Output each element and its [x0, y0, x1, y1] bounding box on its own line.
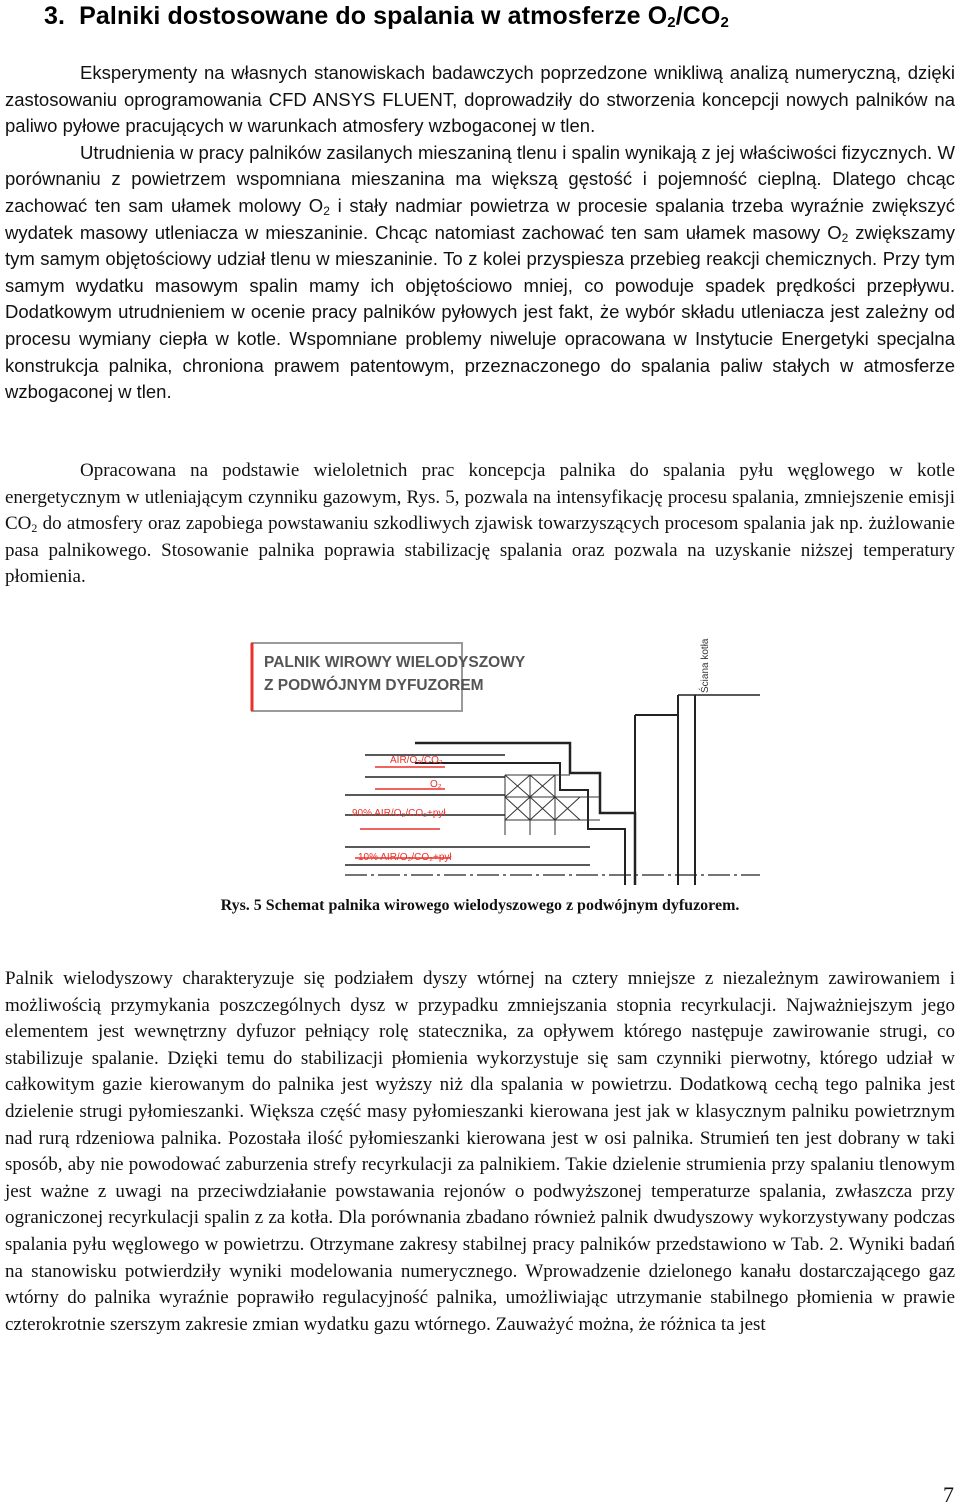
paragraph-2: Utrudnienia w pracy palników zasilanych mieszaniną tlenu i spalin wynikają z jej właściwości fizycznych. W porównaniu z powietrzem wspomniana mieszanina ma większą gęstość i pojemność cieplną. Dlatego chcąc zachować ten sam ułamek molowy $O_2$ i stały nadmiar powietrza w procesie spalania trzeba wyraźnie zwiększyć wydatek masowy utleniacza w mieszaninie. Chcąc natomiast zachować ten sam ułamek masowy $O_2$ zwiększamy tym samym objętościowy udział tlenu w mieszaninie. To z kolei przyspiesza przebieg reakcji chemicznych. Przy tym samym wydatku masowym spalin mamy ich objętościowo mniej, co powoduje spadek prędkości przepływu. Dodatkowym utrudnieniem w ocenie pracy palników pyłowych jest fakt, że wybór składu utleniacza jest zależny od procesu wymiany ciepła w kotle. Wspomniane problemy niweluje opracowana w Instytucie Energetyki specjalna konstrukcja palnika, chroniona prawem patentowym, przeznaczonego do spalania paliw stałych w atmosferze wzbogaconej w tlen. — [5, 141, 955, 403]
label-o2: O₂ — [430, 779, 442, 790]
label-10-percent: 10% AIR/O₂/CO₂+pył — [358, 852, 452, 863]
label-90-percent: 90% AIR/O₂/CO₂+pył — [352, 808, 446, 819]
label-air-o2-co2: AIR/O₂/CO₂ — [390, 755, 443, 766]
page-number: 7 — [943, 1482, 954, 1507]
burner-schematic-figure — [240, 615, 760, 885]
section-number: 3. — [44, 2, 66, 30]
paragraph-4: Palnik wielodyszowy charakteryzuje się podziałem dyszy wtórnej na cztery mniejsze z niezależnym zawirowaniem i możliwością przymykania poszczególnych dysz w przypadku zmniejszania stopnia recyrkulacji. Najważniejszym jego elementem jest wewnętrzny dyfuzor pełniący rolę statecznika, za opływem którego następuje zawirowanie strugi, co stabilizuje spalanie. Dzięki temu do stabilizacji płomienia wykorzystuje się sam czynniki pierwotny, którego udział w całkowitym gazie kierowanym do palnika jest wyższy niż dla spalania w powietrzu. Dodatkową cechą tego palnika jest dzielenie strugi pyłomieszanki. Większa część masy pyłomieszanki kierowana jest jak w klasycznym palniku powietrznym nad rurą rdzeniowa palnika. Pozostała ilość pyłomieszanki kierowana jest w osi palnika. Strumień ten jest dobrany w taki sposób, aby nie powodować zaburzenia strefy recyrkulacji za palnikiem. Takie dzielenie strumienia przy spalaniu tlenowym jest ważne z uwagi na przeciwdziałanie powstawania rejonów o podwyższonej temperaturze spalania, zwłaszcza przy ograniczonej recyrkulacji spalin z za kotła. Dla porównania zbadano również palnik dwudyszowy wykorzystywany podczas spalania pyłu węglowego w powietrzu. Otrzymane zakresy stabilnej pracy palników przedstawiono w Tab. 2. Wyniki badań na stanowisku potwierdziły wyniki modelowania numerycznego. Wprowadzenie dzielonego kanału dostarczającego gaz wtórny do palnika wyraźnie poprawiło regulacyjność palnika, umożliwiając utrzymanie stabilnego płomienia w prawie czterokrotnie szerszym zakresie zmian wydatku gazu wtórnego. Zauważyć można, że różnica ta jest — [5, 968, 955, 1335]
figure-title-line1: PALNIK WIROWY WIELODYSZOWY — [264, 654, 526, 671]
figure-title-line2: Z PODWÓJNYM DYFUZOREM — [264, 677, 484, 694]
paragraph-1: Eksperymenty na własnych stanowiskach badawczych poprzedzone wnikliwą analizą numeryczną, dzięki zastosowaniu oprogramowania CFD ANSYS FLUENT, doprowadziły do stworzenia koncepcji nowych palników na paliwo pyłowe pracujących w warunkach atmosfery wzbogaconej w tlen. — [5, 62, 955, 137]
nozzle-hatching — [505, 775, 600, 835]
section-title: Palniki dostosowane do spalania w atmosferze $O_2/CO_2$ — [79, 2, 729, 31]
nozzle-outline-outer — [415, 743, 635, 885]
section-heading — [44, 0, 729, 34]
nozzle-outline-inner — [415, 763, 625, 885]
paragraph-3: Opracowana na podstawie wieloletnich prac koncepcja palnika do spalania pyłu węglowego w kotle energetycznym w utleniającym czynniku gazowym, Rys. 5, pozwala na intensyfikację procesu spalania, zmniejszenie emisji $CO_2$ do atmosfery oraz zapobiega powstawaniu szkodliwych zjawisk towarzyszących procesom spalania jak np. żużlowanie pasa palnikowego. Stosowanie palnika poprawia stabilizację spalania oraz pozwala na uzyskanie niższej temperatury płomienia. — [5, 460, 955, 588]
figure-caption: Rys. 5 Schemat palnika wirowego wielodyszowego z podwójnym dyfuzorem. — [220, 897, 740, 914]
wall-label: Ściana kotła — [700, 638, 711, 693]
intro-block — [5, 60, 955, 406]
